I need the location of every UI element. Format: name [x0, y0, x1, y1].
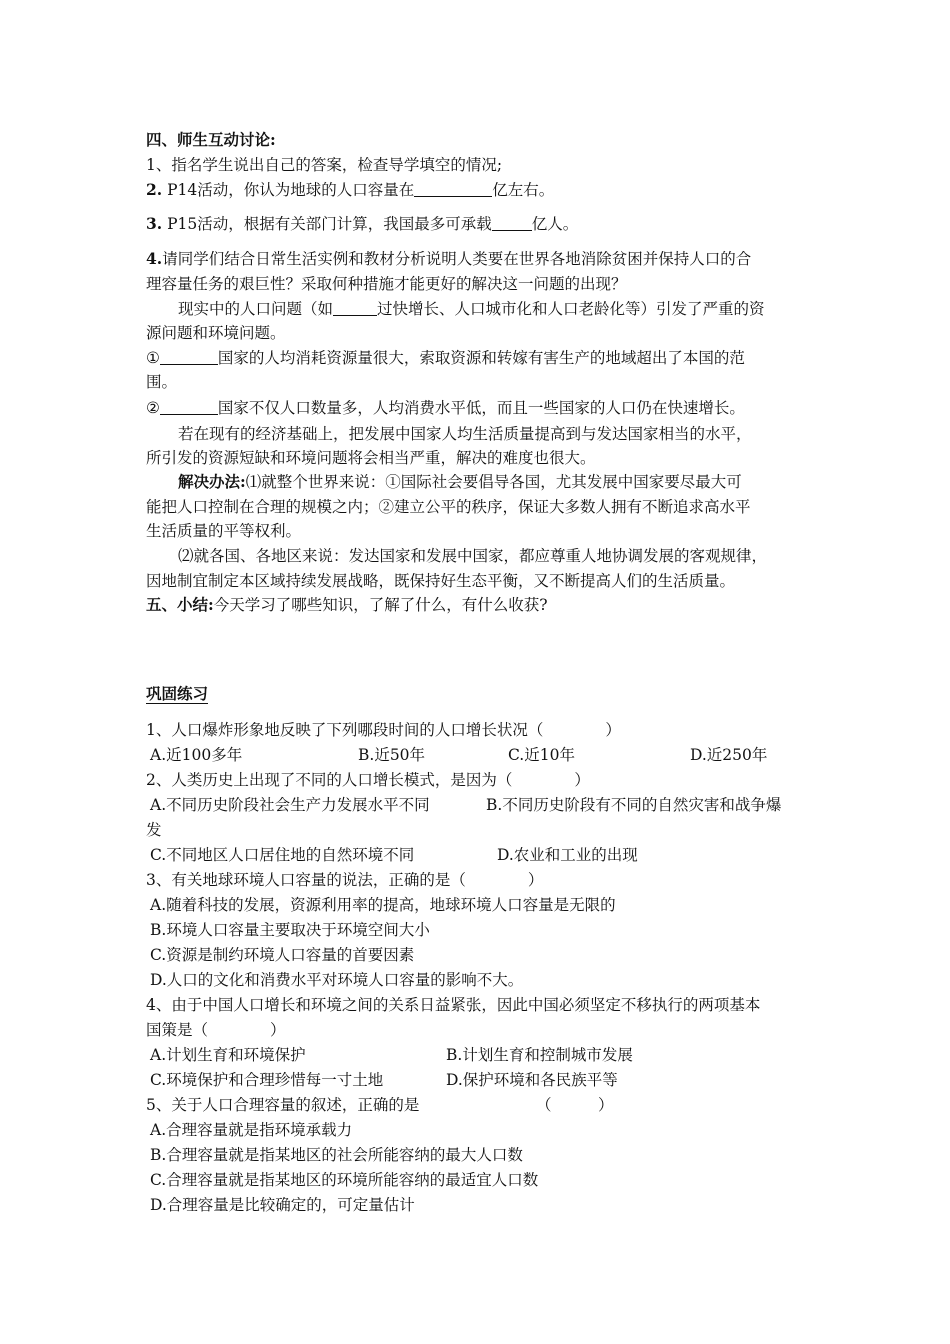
question-4-option-b: B.计划生育和控制城市发展 — [446, 1046, 633, 1064]
discussion-item-2 — [146, 180, 554, 200]
question-3-stem: 3、有关地球环境人口容量的说法，正确的是（ ） — [146, 871, 544, 889]
question-1-option-c: C.近10年 — [508, 746, 575, 764]
discussion-item-3 — [146, 214, 578, 234]
question-5-option-b: B.合理容量就是指某地区的社会所能容纳的最大人口数 — [150, 1146, 523, 1164]
paragraph-population-problems — [178, 299, 765, 319]
section-5-heading: 五、小结: — [146, 595, 214, 614]
blank-line — [414, 180, 492, 197]
solution-2-paragraph: ⑵就各国、各地区来说：发达国家和发展中国家，都应尊重人地协调发展的客观规律， — [178, 547, 768, 565]
paragraph-developed-comparison-cont: 所引发的资源短缺和环境问题将会相当严重，解决的难度也很大。 — [146, 449, 596, 467]
question-2-option-b: B.不同历史阶段有不同的自然灾害和战争爆 — [486, 796, 782, 814]
practice-heading-text: 巩固练习 — [146, 684, 209, 703]
paragraph-population-problems-cont: 源问题和环境问题。 — [146, 324, 286, 342]
item-number: 3. — [146, 214, 163, 233]
item-number: 4. — [146, 249, 163, 268]
paragraph-developed-comparison: 若在现有的经济基础上，把发展中国家人均生活质量提高到与发达国家相当的水平， — [178, 425, 752, 443]
summary-line — [146, 595, 548, 615]
discussion-item-4-cont: 理容量任务的艰巨性？采取何种措施才能更好的解决这一问题的出现？ — [146, 275, 627, 293]
question-3-option-c: C.资源是制约环境人口容量的首要因素 — [150, 946, 415, 964]
solution-label: 解决办法: — [178, 472, 246, 491]
item-number: 2. — [146, 180, 163, 199]
circled-item-text: 国家不仅人口数量多，人均消费水平低，而且一些国家的人口仍在快速增长。 — [217, 399, 745, 417]
question-4-option-d: D.保护环境和各民族平等 — [446, 1071, 618, 1089]
question-2-option-b-cont: 发 — [146, 821, 162, 839]
question-3-option-b: B.环境人口容量主要取决于环境空间大小 — [150, 921, 430, 939]
solution-paragraph-cont: 能把人口控制在合理的规模之内；②建立公平的秩序，保证大多数人拥有不断追求高水平 — [146, 498, 751, 516]
solution-2-paragraph-cont: 因地制宜制定本区域持续发展战略，既保持好生态平衡，又不断提高人们的生活质量。 — [146, 572, 736, 590]
circled-item-1 — [146, 348, 745, 368]
question-5-stem: 5、关于人口合理容量的叙述，正确的是 — [146, 1096, 420, 1114]
blank-line — [333, 299, 377, 316]
item-text: 亿人。 — [531, 215, 579, 233]
solution-paragraph — [178, 472, 742, 492]
paragraph-text: 过快增长、人口城市化和人口老龄化等）引发了严重的资 — [377, 300, 765, 318]
question-4-option-a: A.计划生育和环境保护 — [150, 1046, 306, 1064]
section-4-heading: 四、师生互动讨论: — [146, 130, 276, 149]
question-2-option-d: D.农业和工业的出现 — [497, 846, 638, 864]
question-1-option-d: D.近250年 — [690, 746, 768, 764]
question-4-option-c: C.环境保护和合理珍惜每一寸土地 — [150, 1071, 384, 1089]
item-text: P14活动，你认为地球的人口容量在 — [167, 181, 415, 199]
circled-item-2 — [146, 398, 745, 418]
question-3-option-d: D.人口的文化和消费水平对环境人口容量的影响不大。 — [150, 971, 524, 989]
question-3-option-a: A.随着科技的发展，资源利用率的提高，地球环境人口容量是无限的 — [150, 896, 616, 914]
question-2-option-c: C.不同地区人口居住地的自然环境不同 — [150, 846, 415, 864]
blank-line — [160, 398, 218, 415]
circled-item-1-cont: 围。 — [146, 373, 178, 391]
question-2-option-a: A.不同历史阶段社会生产力发展水平不同 — [150, 796, 430, 814]
question-5-option-d: D.合理容量是比较确定的，可定量估计 — [150, 1196, 415, 1214]
question-5-option-a: A.合理容量就是指环境承载力 — [150, 1121, 353, 1139]
paragraph-text: 现实中的人口问题（如 — [178, 300, 334, 318]
discussion-item-4 — [146, 249, 751, 269]
item-text: 请同学们结合日常生活实例和教材分析说明人类要在世界各地消除贫困并保持人口的合 — [162, 250, 752, 268]
question-5-option-c: C.合理容量就是指某地区的环境所能容纳的最适宜人口数 — [150, 1171, 539, 1189]
question-1-option-b: B.近50年 — [358, 746, 426, 764]
blank-line — [160, 348, 218, 365]
blank-line — [492, 214, 532, 231]
solution-text: ⑴就整个世界来说：①国际社会要倡导各国，尤其发展中国家要尽最大可 — [245, 473, 742, 491]
circled-item-text: 国家的人均消耗资源量很大，索取资源和转嫁有害生产的地域超出了本国的范 — [217, 349, 745, 367]
question-4-stem-cont: 国策是（ ） — [146, 1021, 286, 1039]
solution-paragraph-cont: 生活质量的平等权利。 — [146, 522, 302, 540]
item-text: 亿左右。 — [492, 181, 555, 199]
item-text: P15活动，根据有关部门计算，我国最多可承载 — [167, 215, 492, 233]
discussion-item-1: 1、指名学生说出自己的答案，检查导学填空的情况; — [146, 156, 503, 174]
circled-number: ① — [146, 349, 160, 367]
question-1-stem: 1、人口爆炸形象地反映了下列哪段时间的人口增长状况（ ） — [146, 721, 621, 739]
question-2-stem: 2、人类历史上出现了不同的人口增长模式，是因为（ ） — [146, 771, 590, 789]
question-1-option-a: A.近100多年 — [150, 746, 243, 764]
circled-number: ② — [146, 399, 160, 417]
question-4-stem: 4、由于中国人口增长和环境之间的关系日益紧张，因此中国必须坚定不移执行的两项基本 — [146, 996, 761, 1014]
question-5-answer-paren: （ ） — [536, 1096, 614, 1114]
summary-text: 今天学习了哪些知识，了解了什么，有什么收获? — [213, 596, 548, 614]
practice-heading — [146, 684, 208, 704]
